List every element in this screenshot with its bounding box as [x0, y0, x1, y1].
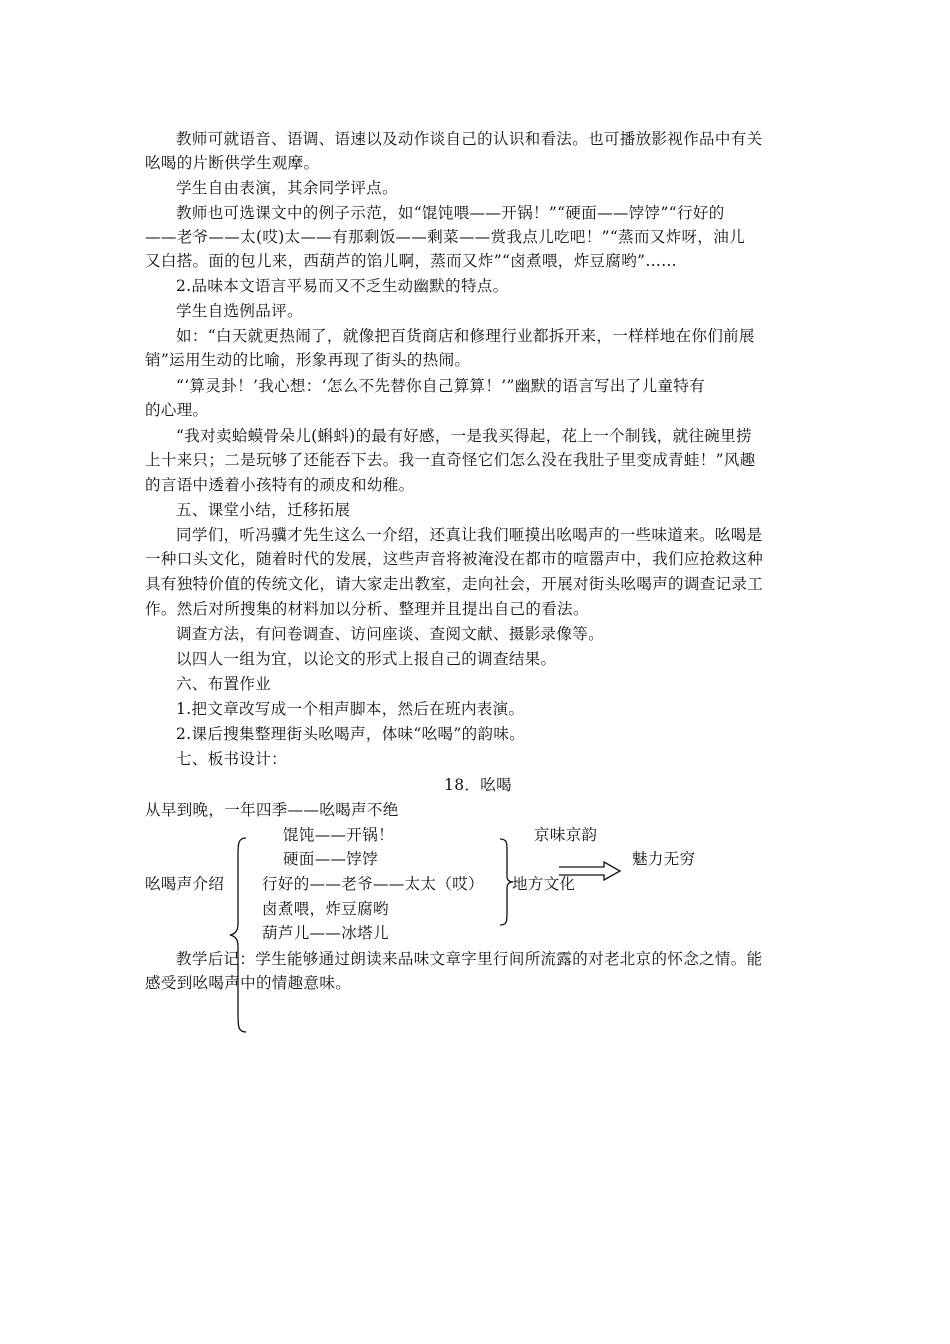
double-arrow-icon: [558, 860, 622, 882]
paragraph-line: “‘算灵卦！’我心想：‘怎么不先替你自己算算！’”幽默的语言写出了儿童特有: [176, 377, 706, 395]
board-jingwei: 京味京韵: [534, 826, 598, 844]
board-item: 葫芦儿——冰塔儿: [262, 924, 389, 942]
paragraph-line: ——老爷——太(哎)太——有那剩饭——剩菜——赏我点儿吃吧！”“蒸而又炸呀，油儿: [145, 228, 745, 246]
paragraph-line: 又白搭。面的包儿来，西葫芦的馅儿啊，蒸而又炸”“卤煮喂，炸豆腐哟”……: [145, 252, 678, 270]
afterword-line: 感受到吆喝声中的情趣意味。: [145, 974, 352, 992]
paragraph-line: 上十来只；二是玩够了还能吞下去。我一直奇怪它们怎么没在我肚子里变成青蛙！”风趣: [145, 451, 756, 469]
board-item: 硬面——饽饽: [283, 850, 379, 868]
paragraph-line: 2.品味本文语言平易而又不乏生动幽默的特点。: [176, 277, 509, 295]
board-intro-label: 吆喝声介绍: [145, 875, 225, 893]
paragraph-line: 一种口头文化，随着时代的发展，这些声音将被淹没在都市的喧嚣声中，我们应抢救这种: [145, 550, 764, 568]
paragraph-line: 作。然后对所搜集的材料加以分析、整理并且提出自己的看法。: [145, 600, 589, 618]
paragraph-line: 以四人一组为宜，以论文的形式上报自己的调查结果。: [176, 650, 557, 668]
paragraph-line: 的言语中透着小孩特有的顽皮和幼稚。: [145, 476, 415, 494]
section-heading: 五、课堂小结，迁移拓展: [176, 501, 351, 519]
paragraph-line: 教师可就语音、语调、语速以及动作谈自己的认识和看法。也可播放影视作品中有关: [176, 130, 763, 148]
paragraph-line: 调查方法，有问卷调查、访问座谈、查阅文献、摄影录像等。: [176, 625, 604, 643]
board-title: 18．吆喝: [444, 776, 512, 794]
paragraph-line: 学生自由表演，其余同学评点。: [176, 179, 398, 197]
board-meili: 魅力无穷: [632, 850, 696, 868]
paragraph-line: 教师也可选课文中的例子示范，如“馄饨喂——开锅！”“硬面——饽饽”“行好的: [176, 204, 725, 222]
paragraph-line: 1.把文章改写成一个相声脚本，然后在班内表演。: [176, 700, 525, 718]
board-item: 卤煮喂，炸豆腐哟: [262, 900, 389, 918]
board-line: 从早到晚，一年四季——吆喝声不绝: [145, 801, 399, 819]
paragraph-line: 如：“白天就更热闹了，就像把百货商店和修理行业都拆开来，一样样地在你们前展: [176, 327, 755, 345]
section-heading: 六、布置作业: [176, 675, 272, 693]
paragraph-line: 具有独特价值的传统文化，请大家走出教室，走向社会，开展对街头吆喝声的调查记录工: [145, 575, 764, 593]
left-brace-icon: [228, 836, 252, 1034]
paragraph-line: 同学们，听冯骥才先生这么一介绍，还真让我们咂摸出吆喝声的一些味道来。吆喝是: [176, 526, 763, 544]
afterword-line: 教学后记：学生能够通过朗读来品味文章字里行间所流露的对老北京的怀念之情。能: [176, 950, 763, 968]
board-item: 馄饨——开锅！: [283, 826, 394, 844]
board-item: 行好的——老爷——太太（哎）: [262, 875, 484, 893]
board-difang: 地方文化: [512, 875, 576, 893]
paragraph-line: 2.课后搜集整理街头吆喝声，体味“吆喝”的韵味。: [176, 725, 526, 743]
paragraph-line: 销”运用生动的比喻，形象再现了街头的热闹。: [145, 351, 471, 369]
paragraph-line: “我对卖蛤蟆骨朵儿(蝌蚪)的最有好感，一是我买得起，花上一个制钱，就往碗里捞: [176, 427, 752, 445]
paragraph-line: 学生自选例品评。: [176, 302, 303, 320]
section-heading: 七、板书设计：: [176, 750, 287, 768]
paragraph-line: 的心理。: [145, 401, 209, 419]
paragraph-line: 吆喝的片断供学生观摩。: [145, 154, 320, 172]
